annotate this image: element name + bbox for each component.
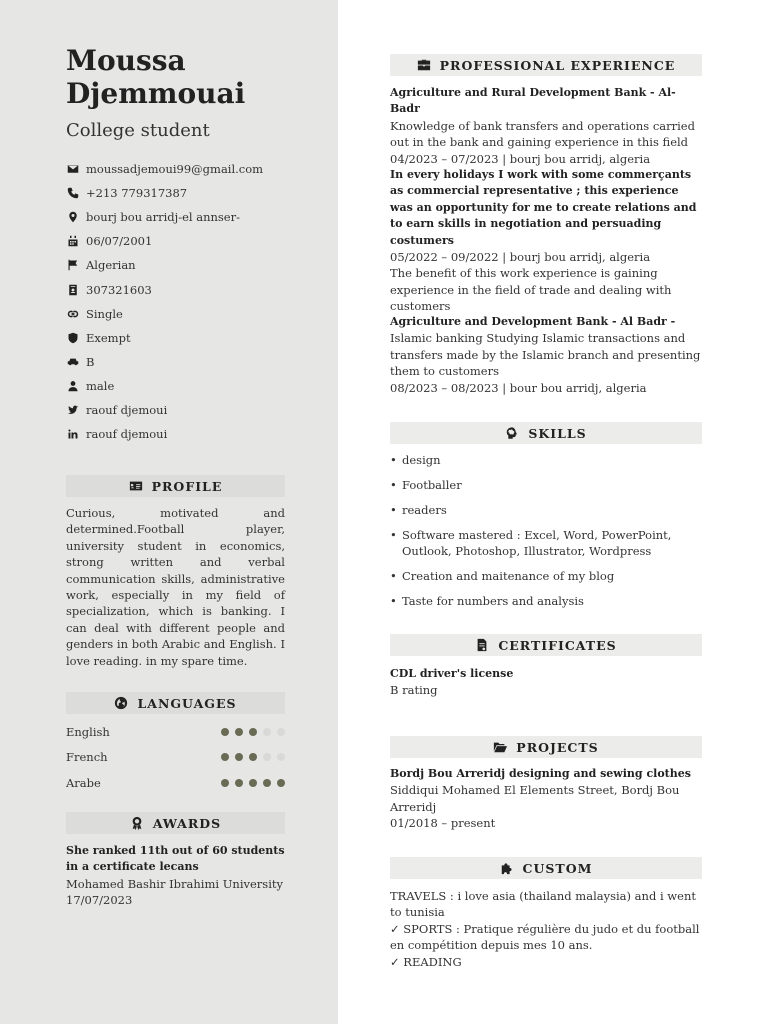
briefcase-icon [417, 58, 431, 72]
language-item [66, 719, 285, 745]
skill-item: • Footballer [390, 478, 462, 492]
contact-text: Algerian [86, 258, 136, 273]
skill-text: design [402, 453, 441, 467]
level-dot-filled [221, 753, 229, 761]
shield-icon [66, 331, 80, 345]
custom-heading-label: CUSTOM [522, 860, 593, 876]
contact-text: bourj bou arridj-el annser- [86, 210, 240, 225]
brain-icon [505, 426, 519, 440]
skill-item: • Taste for numbers and analysis [390, 594, 584, 609]
experience-title: Agriculture and Rural Development Bank - Al-Badr [390, 86, 676, 116]
linkedin-icon [66, 427, 80, 441]
skill-item: • design [390, 453, 441, 467]
experience-meta: 04/2023 – 07/2023 | bourj bou arridj, algeria [390, 151, 651, 166]
job-title: College student [66, 120, 210, 141]
level-dot-filled [263, 779, 271, 787]
level-dot-filled [249, 779, 257, 787]
contact-text: male [86, 378, 115, 393]
level-dot-filled [249, 728, 257, 736]
experience-description: Islamic banking Studying Islamic transactions and transfers made by the Islamic branch and presenting them to customers [390, 331, 701, 379]
languages-heading-label: LANGUAGES [137, 695, 237, 711]
contact-birthdate [66, 229, 326, 253]
awards-heading [66, 812, 285, 834]
rings-icon [66, 307, 80, 321]
award-icon [130, 816, 144, 830]
contact-email[interactable] [66, 157, 326, 181]
project-title: Bordj Bou Arreridj designing and sewing clothes [390, 767, 691, 780]
folder-open-icon [493, 740, 507, 754]
level-dot-filled [235, 779, 243, 787]
first-name: Moussa [66, 44, 186, 77]
language-name: Arabe [66, 775, 101, 790]
level-dot-empty [263, 753, 271, 761]
language-level [221, 728, 285, 736]
contact-text: B [86, 354, 95, 369]
location-icon [66, 210, 80, 224]
level-dot-filled [221, 728, 229, 736]
id-card-icon [129, 479, 143, 493]
skill-item: • readers [390, 503, 447, 517]
experience-heading [390, 54, 702, 76]
contact-list [66, 157, 326, 446]
certificate-entry [390, 666, 702, 699]
experience-item [390, 85, 702, 167]
contact-text: raouf djemoui [86, 402, 168, 417]
contact-phone[interactable] [66, 181, 326, 205]
award-title: She ranked 11th out of 60 students in a certificate lecans [66, 844, 285, 874]
globe-icon [114, 696, 128, 710]
id-badge-icon [66, 283, 80, 297]
language-item [66, 770, 285, 796]
profile-heading-label: PROFILE [151, 478, 223, 494]
experience-description: The benefit of this work experience is gaining experience in the field of trade and dealing with customers [390, 266, 672, 314]
language-level [221, 779, 285, 787]
experience-description: Knowledge of bank transfers and operations carried out in the bank and gaining experience in this field [390, 118, 695, 150]
contact-text: raouf djemoui [86, 427, 168, 442]
experience-title: In every holidays I work with some commerçants as commercial representative ; this experience was an opportunity for me to create relations and to earn skills in negotiation and persuading costumers [390, 168, 697, 247]
contact-text: Single [86, 306, 123, 321]
certificate-icon [475, 638, 489, 652]
level-dot-empty [277, 753, 285, 761]
contact-gender [66, 374, 326, 398]
flag-icon [66, 258, 80, 272]
level-dot-filled [249, 753, 257, 761]
sidebar [0, 0, 338, 1024]
skills-list [390, 452, 702, 618]
language-name: English [66, 724, 110, 739]
experience-item [390, 314, 702, 396]
phone-icon [66, 186, 80, 200]
languages-heading [66, 692, 285, 714]
skill-text: readers [402, 503, 447, 517]
language-item [66, 745, 285, 771]
last-name: Djemmouai [66, 77, 246, 110]
calendar-icon [66, 234, 80, 248]
contact-text: Exempt [86, 330, 131, 345]
custom-line: ✓ READING [390, 954, 462, 969]
person-name [66, 44, 326, 110]
language-list [66, 719, 285, 796]
skill-item: • Software mastered : Excel, Word, PowerPoint, Outlook, Photoshop, Illustrator, Wordpress [390, 527, 702, 560]
skills-heading [390, 422, 702, 444]
contact-marital-status [66, 302, 326, 326]
twitter-icon [66, 403, 80, 417]
level-dot-empty [277, 728, 285, 736]
project-description: Siddiqui Mohamed El Elements Street, Bordj Bou Arreridj [390, 783, 680, 814]
skill-text: Creation and maitenance of my blog [402, 569, 615, 584]
skills-heading-label: SKILLS [528, 425, 587, 441]
level-dot-filled [235, 728, 243, 736]
profile-heading [66, 475, 285, 497]
language-level [221, 753, 285, 761]
level-dot-filled [221, 779, 229, 787]
level-dot-empty [263, 728, 271, 736]
level-dot-filled [235, 753, 243, 761]
contact-driving-license [66, 350, 326, 374]
project-date: 01/2018 – present [390, 816, 496, 831]
custom-line: TRAVELS : i love asia (thailand malaysia) and i went to tunisia [390, 889, 696, 920]
language-name: French [66, 750, 108, 765]
profile-text: Curious, motivated and determined.Football player, university student in economics, strong written and verbal communication skills, administrative work, especially in my field of specialization, which is banking. I can deal with different people and genders in both Arabic and English. I love reading. in my spare time. [66, 506, 285, 668]
skill-text: Footballer [402, 478, 462, 492]
contact-id [66, 277, 326, 301]
contact-address [66, 205, 326, 229]
contact-text: moussadjemoui99@gmail.com [86, 162, 264, 177]
skill-item: • Creation and maitenance of my blog [390, 569, 615, 584]
project-entry [390, 766, 702, 832]
contact-linkedin[interactable] [66, 422, 326, 446]
level-dot-filled [277, 779, 285, 787]
puzzle-icon [500, 861, 514, 875]
certificate-title: CDL driver's license [390, 667, 514, 680]
contact-text: +213 779317387 [86, 186, 188, 201]
custom-entry [390, 888, 702, 970]
skill-text: Taste for numbers and analysis [402, 594, 584, 609]
award-date: 17/07/2023 [66, 893, 133, 908]
custom-heading [390, 857, 702, 879]
user-icon [66, 379, 80, 393]
awards-heading-label: AWARDS [152, 815, 222, 831]
contact-twitter[interactable] [66, 398, 326, 422]
custom-line: ✓ SPORTS : Pratique régulière du judo et du football en compétition depuis mes 10 ans. [390, 921, 700, 953]
contact-text: 307321603 [86, 282, 152, 297]
projects-heading [390, 736, 702, 758]
experience-title: Agriculture and Development Bank - Al Badr - [390, 315, 676, 328]
mail-icon [66, 162, 80, 176]
contact-text: 06/07/2001 [86, 234, 153, 249]
experience-item [390, 167, 702, 315]
certificates-heading [390, 634, 702, 656]
skill-text: Software mastered : Excel, Word, PowerPoint, Outlook, Photoshop, Illustrator, Wordpress [402, 528, 672, 559]
experience-meta: 05/2022 – 09/2022 | bourj bou arridj, algeria [390, 250, 651, 265]
car-icon [66, 355, 80, 369]
certificates-heading-label: CERTIFICATES [498, 637, 617, 653]
contact-military [66, 326, 326, 350]
projects-heading-label: PROJECTS [516, 739, 599, 755]
experience-heading-label: PROFESSIONAL EXPERIENCE [439, 57, 676, 73]
experience-meta: 08/2023 – 08/2023 | bour bou arridj, algeria [390, 380, 647, 395]
award-issuer: Mohamed Bashir Ibrahimi University [66, 876, 283, 891]
award-entry [66, 843, 288, 909]
certificate-description: B rating [390, 683, 438, 698]
contact-nationality [66, 253, 326, 277]
